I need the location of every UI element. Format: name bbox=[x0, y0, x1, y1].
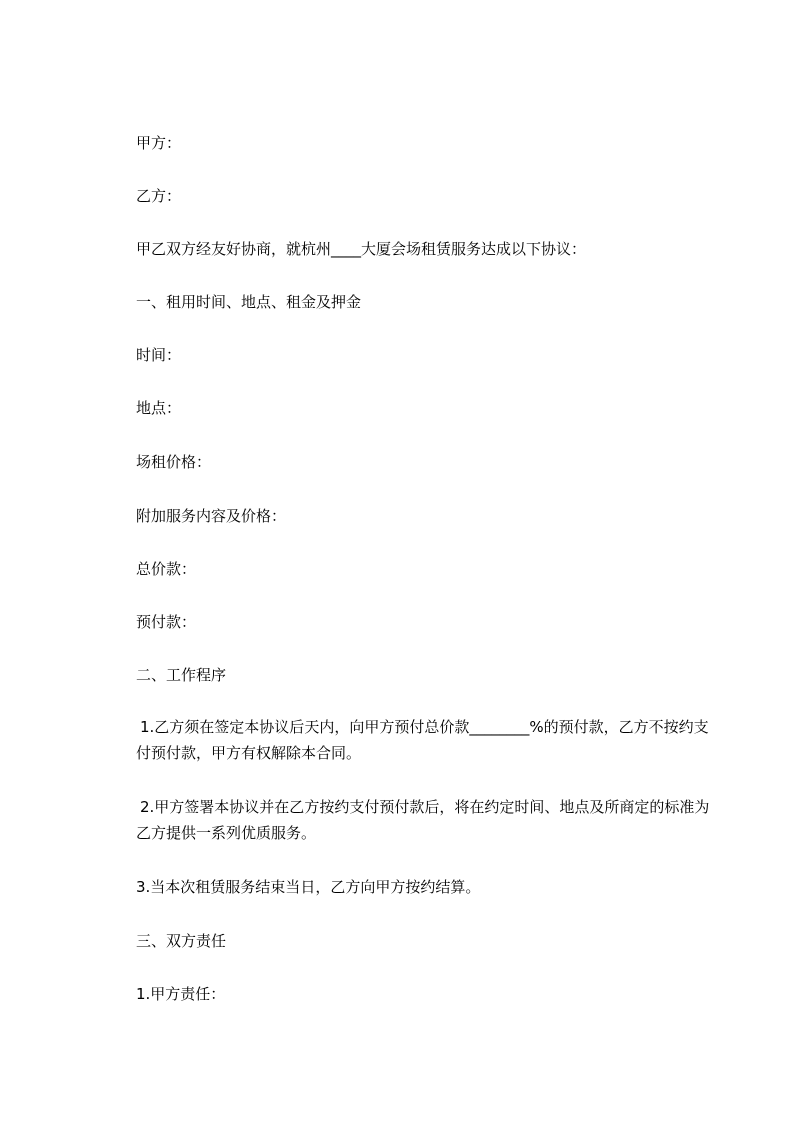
prepayment-label: 预付款： bbox=[136, 613, 197, 631]
section3-title: 三、双方责任 bbox=[136, 932, 227, 950]
clause-2-1: 1.乙方须在签定本协议后天内，向甲方预付总价款________%的预付款，乙方不按约支付预付款，甲方有权解除本合同。 bbox=[136, 718, 709, 762]
location-label: 地点： bbox=[136, 399, 182, 417]
time-label: 时间： bbox=[136, 346, 182, 364]
intro-paragraph: 甲乙双方经友好协商，就杭州____大厦会场租赁服务达成以下协议： bbox=[136, 240, 587, 258]
clause-3-1: 1.甲方责任： bbox=[136, 985, 226, 1003]
venue-price-label: 场租价格： bbox=[136, 453, 212, 471]
clause-2-2: 2.甲方签署本协议并在乙方按约支付预付款后，将在约定时间、地点及所商定的标准为乙方提供一系列优质服务。 bbox=[136, 798, 710, 842]
party-a-label: 甲方： bbox=[136, 134, 182, 152]
section1-title: 一、租用时间、地点、租金及押金 bbox=[136, 293, 362, 311]
section2-title: 二、工作程序 bbox=[136, 666, 227, 684]
total-price-label: 总价款： bbox=[136, 560, 197, 578]
clause-2-3: 3.当本次租赁服务结束当日，乙方向甲方按约结算。 bbox=[136, 878, 481, 896]
extra-services-label: 附加服务内容及价格： bbox=[136, 507, 287, 525]
party-b-label: 乙方： bbox=[136, 187, 182, 205]
